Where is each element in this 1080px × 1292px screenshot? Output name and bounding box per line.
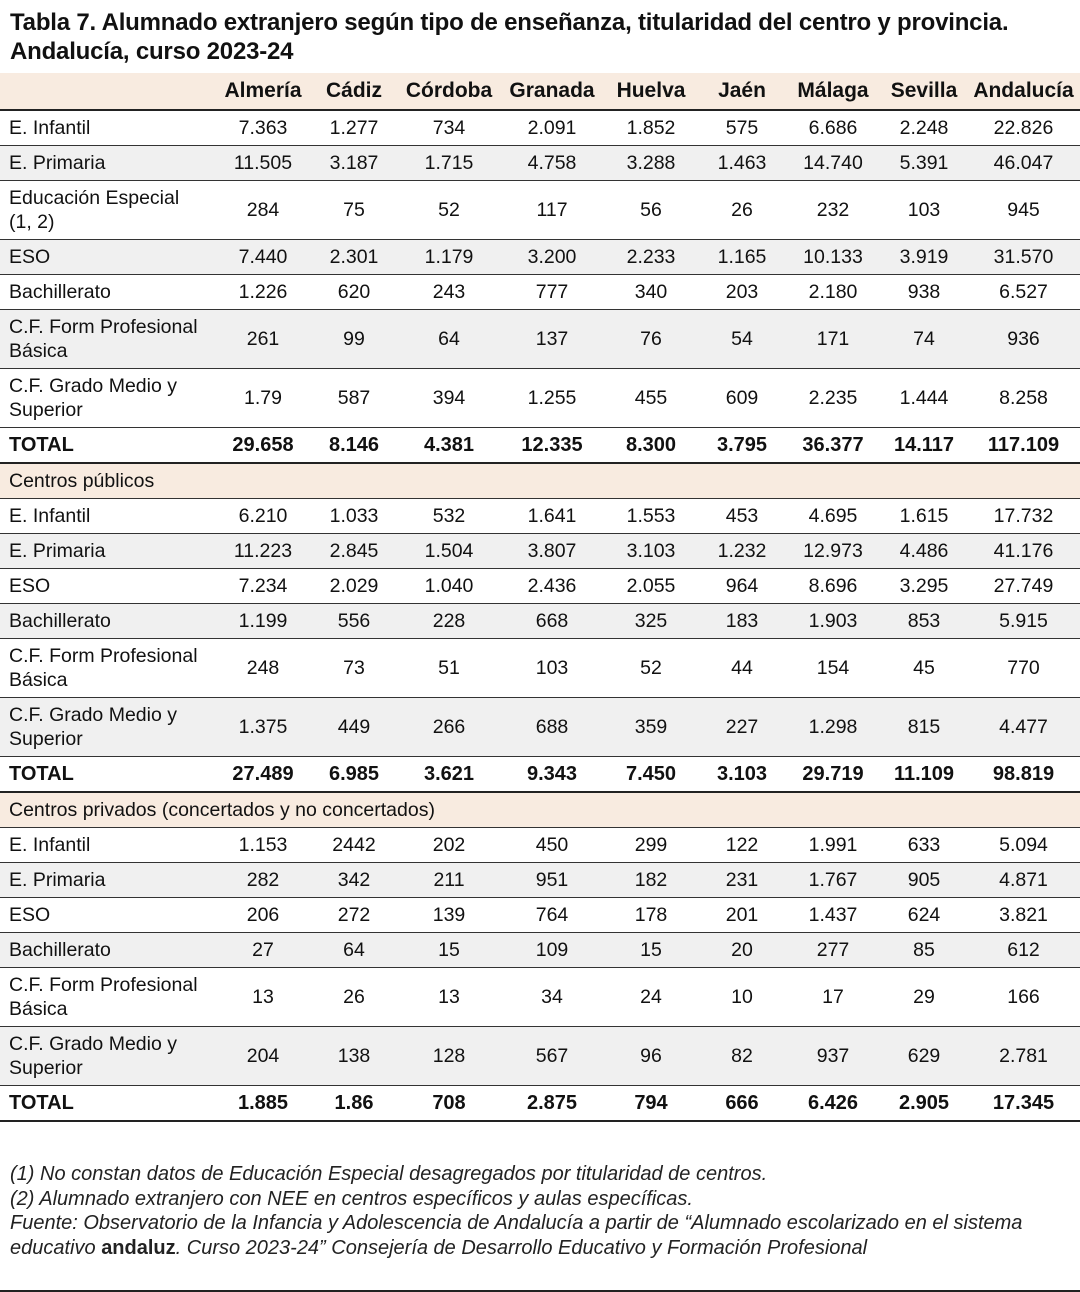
cell-value: 629: [881, 1027, 967, 1086]
table-row: [0, 698, 1080, 757]
cell-value: 183: [699, 604, 785, 639]
row-label: C.F. Form Profesional Básica: [0, 310, 215, 369]
table-row: [0, 240, 1080, 275]
cell-value: 587: [311, 369, 397, 428]
source-suffix: . Curso 2023-24” Consejería de Desarrollo Educativo y Formación Profesional: [175, 1236, 868, 1259]
row-label: ESO: [0, 569, 215, 604]
cell-value: 937: [785, 1027, 881, 1086]
cell-value: 2442: [311, 828, 397, 863]
cell-value: 74: [881, 310, 967, 369]
row-label: Educación Especial (1, 2): [0, 181, 215, 240]
cell-value: 1.437: [785, 898, 881, 933]
cell-value: 1.715: [397, 146, 501, 181]
cell-value: 1.553: [603, 499, 699, 534]
cell-value: 12.335: [501, 428, 603, 464]
cell-value: 3.187: [311, 146, 397, 181]
section-label: Centros públicos: [0, 463, 1080, 499]
source-prefix: Fuente: Observatorio de la Infancia y Adolescencia de Andalucía a partir de “Alumnado escolarizado en el sistema educativo: [10, 1212, 1023, 1259]
cell-value: 96: [603, 1027, 699, 1086]
cell-value: 178: [603, 898, 699, 933]
cell-value: 206: [215, 898, 311, 933]
table-row: [0, 369, 1080, 428]
row-label: E. Primaria: [0, 534, 215, 569]
column-header: Andalucía: [967, 73, 1080, 110]
cell-value: 13: [397, 968, 501, 1027]
cell-value: 453: [699, 499, 785, 534]
cell-value: 7.450: [603, 757, 699, 793]
table-row: [0, 569, 1080, 604]
cell-value: 1.375: [215, 698, 311, 757]
cell-value: 815: [881, 698, 967, 757]
cell-value: 122: [699, 828, 785, 863]
cell-value: 45: [881, 639, 967, 698]
cell-value: 8.696: [785, 569, 881, 604]
cell-value: 3.295: [881, 569, 967, 604]
cell-value: 34: [501, 968, 603, 1027]
cell-value: 2.781: [967, 1027, 1080, 1086]
cell-value: 394: [397, 369, 501, 428]
cell-value: 3.103: [603, 534, 699, 569]
cell-value: 2.235: [785, 369, 881, 428]
cell-value: 340: [603, 275, 699, 310]
section-header-row: [0, 463, 1080, 499]
footnotes: [10, 1162, 1072, 1260]
cell-value: 26: [699, 181, 785, 240]
cell-value: 4.695: [785, 499, 881, 534]
cell-value: 15: [603, 933, 699, 968]
column-header: Huelva: [603, 73, 699, 110]
cell-value: 612: [967, 933, 1080, 968]
cell-value: 10.133: [785, 240, 881, 275]
row-label: C.F. Grado Medio y Superior: [0, 698, 215, 757]
table-row: [0, 604, 1080, 639]
cell-value: 1.852: [603, 110, 699, 146]
cell-value: 342: [311, 863, 397, 898]
cell-value: 633: [881, 828, 967, 863]
cell-value: 201: [699, 898, 785, 933]
cell-value: 5.391: [881, 146, 967, 181]
cell-value: 2.091: [501, 110, 603, 146]
cell-value: 567: [501, 1027, 603, 1086]
cell-value: 708: [397, 1086, 501, 1122]
cell-value: 2.875: [501, 1086, 603, 1122]
cell-value: 3.621: [397, 757, 501, 793]
cell-value: 15: [397, 933, 501, 968]
cell-value: 1.79: [215, 369, 311, 428]
cell-value: 14.117: [881, 428, 967, 464]
row-label: C.F. Form Profesional Básica: [0, 639, 215, 698]
header-row: [0, 73, 1080, 110]
cell-value: 3.288: [603, 146, 699, 181]
cell-value: 182: [603, 863, 699, 898]
cell-value: 556: [311, 604, 397, 639]
cell-value: 794: [603, 1086, 699, 1122]
cell-value: 128: [397, 1027, 501, 1086]
row-label: Bachillerato: [0, 933, 215, 968]
cell-value: 1.232: [699, 534, 785, 569]
cell-value: 31.570: [967, 240, 1080, 275]
table-row: [0, 968, 1080, 1027]
row-label: C.F. Grado Medio y Superior: [0, 1027, 215, 1086]
table-row: [0, 1027, 1080, 1086]
cell-value: 299: [603, 828, 699, 863]
cell-value: 1.165: [699, 240, 785, 275]
cell-value: 4.381: [397, 428, 501, 464]
cell-value: 4.477: [967, 698, 1080, 757]
cell-value: 109: [501, 933, 603, 968]
cell-value: 17.732: [967, 499, 1080, 534]
cell-value: 103: [501, 639, 603, 698]
cell-value: 4.486: [881, 534, 967, 569]
cell-value: 1.179: [397, 240, 501, 275]
table-row: [0, 110, 1080, 146]
cell-value: 11.109: [881, 757, 967, 793]
cell-value: 964: [699, 569, 785, 604]
column-header: Málaga: [785, 73, 881, 110]
cell-value: 232: [785, 181, 881, 240]
cell-value: 277: [785, 933, 881, 968]
cell-value: 171: [785, 310, 881, 369]
cell-value: 1.277: [311, 110, 397, 146]
cell-value: 3.807: [501, 534, 603, 569]
row-label: C.F. Form Profesional Básica: [0, 968, 215, 1027]
cell-value: 12.973: [785, 534, 881, 569]
cell-value: 4.758: [501, 146, 603, 181]
cell-value: 951: [501, 863, 603, 898]
cell-value: 76: [603, 310, 699, 369]
cell-value: 1.033: [311, 499, 397, 534]
cell-value: 3.200: [501, 240, 603, 275]
cell-value: 64: [397, 310, 501, 369]
cell-value: 99: [311, 310, 397, 369]
cell-value: 3.821: [967, 898, 1080, 933]
row-label: C.F. Grado Medio y Superior: [0, 369, 215, 428]
header-corner: [0, 73, 215, 110]
cell-value: 103: [881, 181, 967, 240]
cell-value: 455: [603, 369, 699, 428]
cell-value: 14.740: [785, 146, 881, 181]
cell-value: 243: [397, 275, 501, 310]
cell-value: 75: [311, 181, 397, 240]
cell-value: 17.345: [967, 1086, 1080, 1122]
cell-value: 1.885: [215, 1086, 311, 1122]
cell-value: 2.233: [603, 240, 699, 275]
cell-value: 98.819: [967, 757, 1080, 793]
table-row: [0, 499, 1080, 534]
cell-value: 203: [699, 275, 785, 310]
cell-value: 945: [967, 181, 1080, 240]
cell-value: 29.719: [785, 757, 881, 793]
cell-value: 1.641: [501, 499, 603, 534]
cell-value: 41.176: [967, 534, 1080, 569]
column-header: Córdoba: [397, 73, 501, 110]
table-body: [0, 110, 1080, 1121]
cell-value: 4.871: [967, 863, 1080, 898]
row-label: ESO: [0, 240, 215, 275]
cell-value: 2.845: [311, 534, 397, 569]
cell-value: 29.658: [215, 428, 311, 464]
table-row: [0, 310, 1080, 369]
cell-value: 1.903: [785, 604, 881, 639]
cell-value: 85: [881, 933, 967, 968]
row-label: E. Primaria: [0, 863, 215, 898]
cell-value: 9.343: [501, 757, 603, 793]
column-header: Granada: [501, 73, 603, 110]
cell-value: 73: [311, 639, 397, 698]
cell-value: 5.915: [967, 604, 1080, 639]
row-label: TOTAL: [0, 757, 215, 793]
cell-value: 3.795: [699, 428, 785, 464]
cell-value: 154: [785, 639, 881, 698]
table-row: [0, 639, 1080, 698]
cell-value: 938: [881, 275, 967, 310]
cell-value: 1.86: [311, 1086, 397, 1122]
cell-value: 139: [397, 898, 501, 933]
cell-value: 2.029: [311, 569, 397, 604]
cell-value: 211: [397, 863, 501, 898]
source-bold: andaluz: [101, 1236, 176, 1259]
source-note: [10, 1211, 1072, 1260]
section-label: Centros privados (concertados y no concertados): [0, 792, 1080, 828]
cell-value: 282: [215, 863, 311, 898]
cell-value: 1.040: [397, 569, 501, 604]
cell-value: 764: [501, 898, 603, 933]
cell-value: 7.440: [215, 240, 311, 275]
cell-value: 2.905: [881, 1086, 967, 1122]
cell-value: 227: [699, 698, 785, 757]
cell-value: 1.463: [699, 146, 785, 181]
cell-value: 24: [603, 968, 699, 1027]
cell-value: 138: [311, 1027, 397, 1086]
cell-value: 853: [881, 604, 967, 639]
cell-value: 624: [881, 898, 967, 933]
cell-value: 1.767: [785, 863, 881, 898]
cell-value: 29: [881, 968, 967, 1027]
cell-value: 1.298: [785, 698, 881, 757]
cell-value: 1.153: [215, 828, 311, 863]
cell-value: 8.258: [967, 369, 1080, 428]
cell-value: 2.180: [785, 275, 881, 310]
cell-value: 11.505: [215, 146, 311, 181]
cell-value: 734: [397, 110, 501, 146]
total-row: [0, 1086, 1080, 1122]
column-header: Cádiz: [311, 73, 397, 110]
cell-value: 325: [603, 604, 699, 639]
column-header: Jaén: [699, 73, 785, 110]
cell-value: 36.377: [785, 428, 881, 464]
cell-value: 1.199: [215, 604, 311, 639]
footnote-1: (1) No constan datos de Educación Especial desagregados por titularidad de centros.: [10, 1163, 768, 1185]
cell-value: 46.047: [967, 146, 1080, 181]
row-label: E. Infantil: [0, 828, 215, 863]
cell-value: 82: [699, 1027, 785, 1086]
cell-value: 137: [501, 310, 603, 369]
cell-value: 1.504: [397, 534, 501, 569]
cell-value: 44: [699, 639, 785, 698]
cell-value: 2.248: [881, 110, 967, 146]
cell-value: 7.363: [215, 110, 311, 146]
row-label: E. Infantil: [0, 499, 215, 534]
cell-value: 20: [699, 933, 785, 968]
row-label: E. Infantil: [0, 110, 215, 146]
cell-value: 688: [501, 698, 603, 757]
cell-value: 166: [967, 968, 1080, 1027]
column-header: Almería: [215, 73, 311, 110]
cell-value: 13: [215, 968, 311, 1027]
row-label: Bachillerato: [0, 604, 215, 639]
cell-value: 609: [699, 369, 785, 428]
table-row: [0, 898, 1080, 933]
table-row: [0, 146, 1080, 181]
cell-value: 575: [699, 110, 785, 146]
cell-value: 22.826: [967, 110, 1080, 146]
cell-value: 1.226: [215, 275, 311, 310]
cell-value: 11.223: [215, 534, 311, 569]
data-table: [0, 73, 1080, 1122]
cell-value: 359: [603, 698, 699, 757]
cell-value: 1.444: [881, 369, 967, 428]
cell-value: 27: [215, 933, 311, 968]
cell-value: 52: [603, 639, 699, 698]
cell-value: 202: [397, 828, 501, 863]
row-label: E. Primaria: [0, 146, 215, 181]
cell-value: 905: [881, 863, 967, 898]
cell-value: 17: [785, 968, 881, 1027]
row-label: TOTAL: [0, 428, 215, 464]
cell-value: 64: [311, 933, 397, 968]
cell-value: 51: [397, 639, 501, 698]
cell-value: 620: [311, 275, 397, 310]
cell-value: 27.749: [967, 569, 1080, 604]
cell-value: 6.426: [785, 1086, 881, 1122]
cell-value: 2.055: [603, 569, 699, 604]
cell-value: 1.991: [785, 828, 881, 863]
cell-value: 6.985: [311, 757, 397, 793]
cell-value: 2.301: [311, 240, 397, 275]
cell-value: 54: [699, 310, 785, 369]
section-header-row: [0, 792, 1080, 828]
table-row: [0, 534, 1080, 569]
cell-value: 117: [501, 181, 603, 240]
cell-value: 777: [501, 275, 603, 310]
cell-value: 10: [699, 968, 785, 1027]
cell-value: 261: [215, 310, 311, 369]
cell-value: 450: [501, 828, 603, 863]
cell-value: 56: [603, 181, 699, 240]
cell-value: 7.234: [215, 569, 311, 604]
footnote-2: (2) Alumnado extranjero con NEE en centros específicos y aulas específicas.: [10, 1187, 693, 1210]
cell-value: 770: [967, 639, 1080, 698]
cell-value: 266: [397, 698, 501, 757]
cell-value: 8.300: [603, 428, 699, 464]
cell-value: 668: [501, 604, 603, 639]
total-row: [0, 757, 1080, 793]
cell-value: 26: [311, 968, 397, 1027]
cell-value: 6.527: [967, 275, 1080, 310]
cell-value: 2.436: [501, 569, 603, 604]
table-row: [0, 275, 1080, 310]
cell-value: 6.686: [785, 110, 881, 146]
cell-value: 3.919: [881, 240, 967, 275]
cell-value: 666: [699, 1086, 785, 1122]
table-row: [0, 863, 1080, 898]
cell-value: 936: [967, 310, 1080, 369]
cell-value: 248: [215, 639, 311, 698]
cell-value: 532: [397, 499, 501, 534]
cell-value: 449: [311, 698, 397, 757]
row-label: Bachillerato: [0, 275, 215, 310]
cell-value: 272: [311, 898, 397, 933]
table-title: Tabla 7. Alumnado extranjero según tipo de enseñanza, titularidad del centro y provincia. Andalucía, curso 2023-24: [10, 9, 1009, 65]
cell-value: 284: [215, 181, 311, 240]
cell-value: 1.255: [501, 369, 603, 428]
row-label: ESO: [0, 898, 215, 933]
table-row: [0, 828, 1080, 863]
cell-value: 1.615: [881, 499, 967, 534]
cell-value: 5.094: [967, 828, 1080, 863]
cell-value: 27.489: [215, 757, 311, 793]
cell-value: 8.146: [311, 428, 397, 464]
cell-value: 6.210: [215, 499, 311, 534]
cell-value: 228: [397, 604, 501, 639]
cell-value: 52: [397, 181, 501, 240]
cell-value: 3.103: [699, 757, 785, 793]
table-row: [0, 933, 1080, 968]
table-row: [0, 181, 1080, 240]
column-header: Sevilla: [881, 73, 967, 110]
total-row: [0, 428, 1080, 464]
cell-value: 204: [215, 1027, 311, 1086]
cell-value: 117.109: [967, 428, 1080, 464]
cell-value: 231: [699, 863, 785, 898]
row-label: TOTAL: [0, 1086, 215, 1122]
